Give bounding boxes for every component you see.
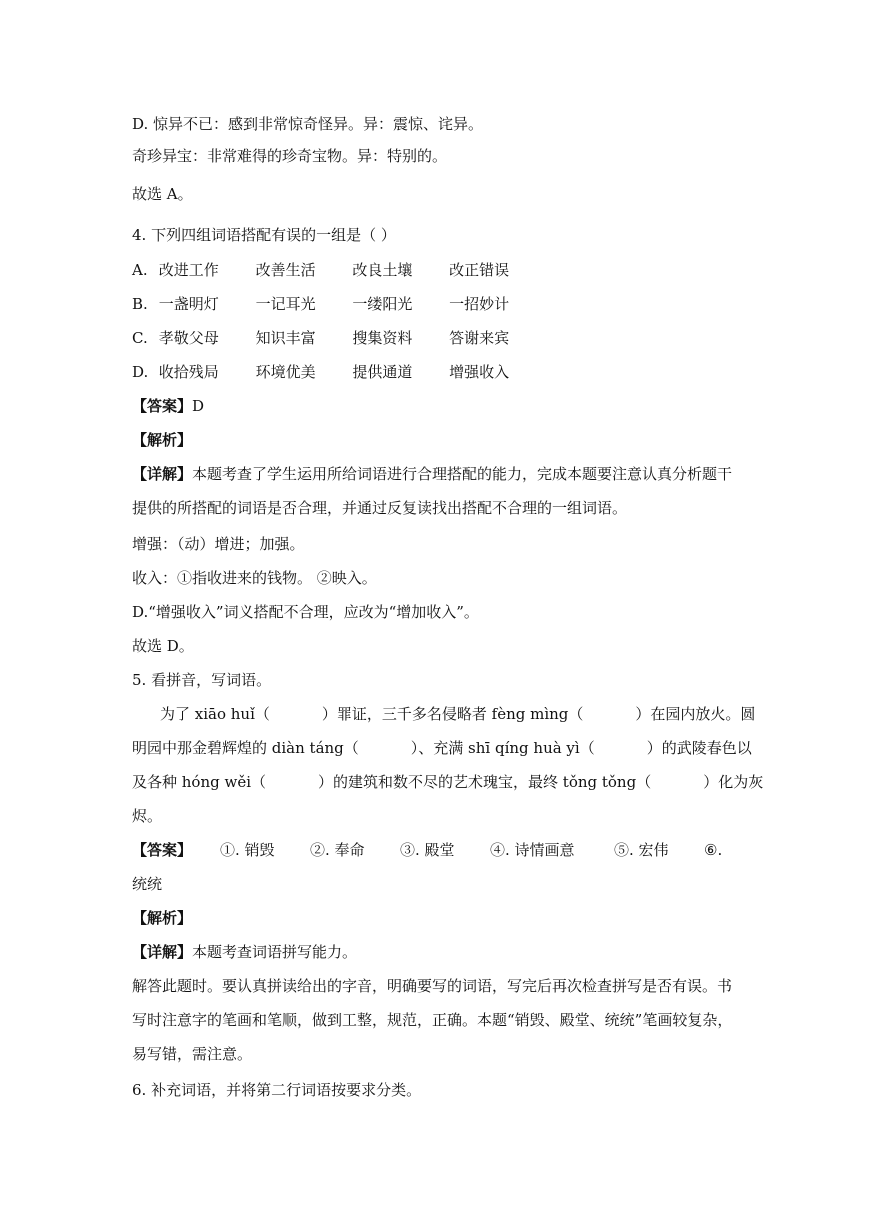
- answer-tag: 【答案】: [132, 841, 193, 859]
- option-word: 孝敬父母: [158, 329, 219, 347]
- option-word: 改善生活: [255, 261, 316, 279]
- text-line: 烬。: [132, 807, 163, 825]
- answer-item: ②. 奉命: [310, 841, 365, 859]
- row-text: ）化为灰: [703, 773, 764, 791]
- answer-item: ⑤. 宏伟: [614, 841, 669, 859]
- text-line: 故选 D。: [132, 637, 194, 655]
- row-text: ）在园内放火。圆: [635, 705, 756, 723]
- row-text: 及各种 hóng wěi（: [132, 773, 267, 791]
- option-word: 一招妙计: [449, 295, 510, 313]
- answer-value: D: [192, 397, 205, 415]
- option-word: 收拾残局: [158, 363, 219, 381]
- answer-item: ③. 殿堂: [400, 841, 455, 859]
- option-word: 改进工作: [158, 261, 219, 279]
- option-word: 知识丰富: [255, 329, 316, 347]
- option-label: A.: [132, 261, 148, 279]
- pinyin-row: [132, 772, 763, 792]
- row-text: 明园中那金碧辉煌的 diàn táng（: [132, 739, 359, 757]
- detail-tag: 【详解】: [132, 943, 193, 961]
- analysis-tag: 【解析】: [132, 909, 193, 927]
- option-label: C.: [132, 329, 148, 347]
- row-text: ）的建筑和数不尽的艺术瑰宝，最终 tǒng tǒng（: [318, 773, 652, 791]
- option-word: 增强收入: [449, 363, 510, 381]
- option-label: B.: [132, 295, 148, 313]
- answer-line: [132, 840, 722, 860]
- text-line: 故选 A。: [132, 185, 193, 203]
- pinyin-row: [160, 704, 755, 724]
- option-label: D.: [132, 363, 149, 381]
- detail-line: [132, 942, 357, 962]
- answer-tag: 【答案】: [132, 397, 193, 415]
- text-line: 解答此题时。要认真拼读给出的字音，明确要写的词语，写完后再次检查拼写是否有误。书: [132, 977, 733, 995]
- row-text: 为了 xiāo huǐ（: [160, 705, 270, 723]
- row-text: ）、充满 shī qíng huà yì（: [410, 739, 595, 757]
- option-b: [132, 294, 541, 314]
- option-word: 改良土壤: [352, 261, 413, 279]
- option-d: [132, 362, 541, 382]
- text-line: 收入：①指收进来的钱物。 ②映入。: [132, 569, 377, 587]
- option-word: 答谢来宾: [449, 329, 510, 347]
- option-word: 搜集资料: [352, 329, 413, 347]
- question-5-title: 5. 看拼音，写词语。: [132, 671, 272, 689]
- text-line: 增强：（动）增进；加强。: [132, 535, 305, 553]
- text-line: 统统: [132, 875, 163, 893]
- detail-text: 本题考查了学生运用所给词语进行合理搭配的能力，完成本题要注意认真分析题干: [192, 465, 733, 483]
- option-word: 一记耳光: [255, 295, 316, 313]
- text-line: D. 惊异不已：感到非常惊奇怪异。异：震惊、诧异。: [132, 115, 484, 133]
- text-line: D.“增强收入”词义搭配不合理，应改为“增加收入”。: [132, 603, 479, 621]
- pinyin-row: [132, 738, 752, 758]
- option-word: 提供通道: [352, 363, 413, 381]
- option-word: 一盏明灯: [158, 295, 219, 313]
- text-line: 提供的所搭配的词语是否合理，并通过反复读找出搭配不合理的一组词语。: [132, 499, 628, 517]
- question-6-title: 6. 补充词语，并将第二行词语按要求分类。: [132, 1081, 422, 1099]
- analysis-tag: 【解析】: [132, 431, 193, 449]
- answer-item: ①. 销毁: [220, 841, 275, 859]
- row-text: ）罪证，三千多名侵略者 fèng mìng（: [321, 705, 584, 723]
- option-word: 环境优美: [255, 363, 316, 381]
- option-c: [132, 328, 541, 348]
- answer-item: ④. 诗情画意: [490, 841, 575, 859]
- option-a: [132, 260, 541, 280]
- option-word: 一缕阳光: [352, 295, 413, 313]
- text-line: 奇珍异宝：非常难得的珍奇宝物。异：特别的。: [132, 147, 448, 165]
- detail-text: 本题考查词语拼写能力。: [192, 943, 358, 961]
- text-line: 写时注意字的笔画和笔顺，做到工整，规范，正确。本题“销毁、殿堂、统统”笔画较复杂，: [132, 1011, 733, 1029]
- detail-tag: 【详解】: [132, 465, 193, 483]
- question-4-title: 4. 下列四组词语搭配有误的一组是（ ）: [132, 226, 396, 244]
- detail-line: [132, 464, 732, 484]
- answer-line: [132, 396, 204, 416]
- answer-item: ⑥.: [704, 841, 723, 859]
- option-word: 改正错误: [449, 261, 510, 279]
- text-line: 易写错，需注意。: [132, 1045, 253, 1063]
- row-text: ）的武陵春色以: [646, 739, 752, 757]
